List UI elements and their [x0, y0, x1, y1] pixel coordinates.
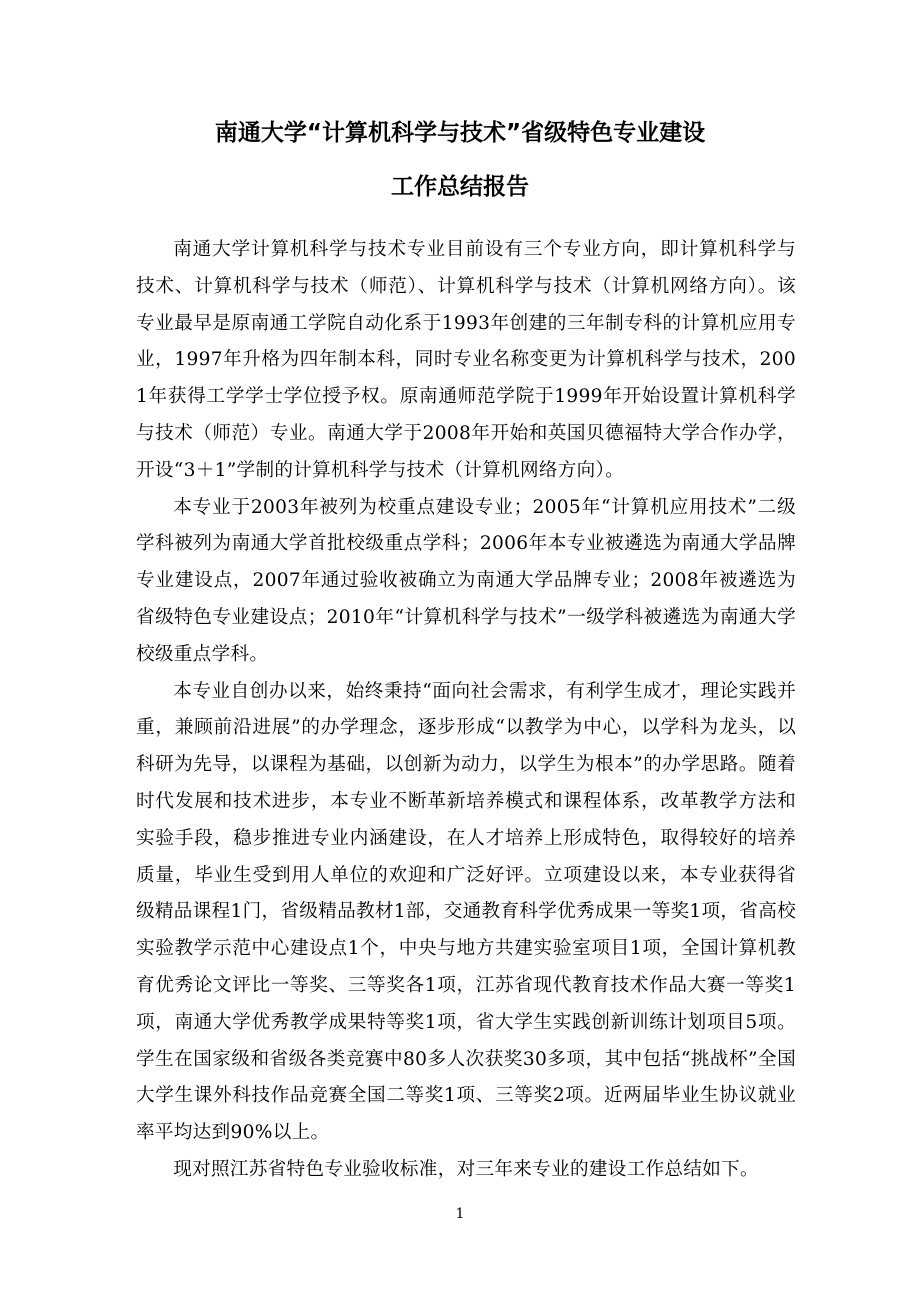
paragraph-achievements: 本专业自创办以来，始终秉持“面向社会需求，有利学生成才，理论实践并重，兼顾前沿进展”的办学理念，逐步形成“以教学为中心，以学科为龙头，以科研为先导，以课程为基础，以创新为动力，以学生为根本”的办学思路。随着时代发展和技术进步，本专业不断革新培养模式和课程体系，改革教学方法和实验手段，稳步推进专业内涵建设，在人才培养上形成特色，取得较好的培养质量，毕业生受到用人单位的欢迎和广泛好评。立项建设以来，本专业获得省级精品课程1门，省级精品教材1部，交通教育科学优秀成果一等奖1项，省高校实验教学示范中心建设点1个，中央与地方共建实验室项目1项，全国计算机教育优秀论文评比一等奖、三等奖各1项，江苏省现代教育技术作品大赛一等奖1项，南通大学优秀教学成果特等奖1项，省大学生实践创新训练计划项目5项。学生在国家级和省级各类竞赛中80多人次获奖30多项，其中包括“挑战杯”全国大学生课外科技作品竞赛全国二等奖1项、三等奖2项。近两届毕业生协议就业率平均达到90%以上。	[136, 680, 796, 1144]
document-body	[136, 232, 796, 1189]
paragraph-summary: 现对照江苏省特色专业验收标准，对三年来专业的建设工作总结如下。	[173, 1158, 759, 1180]
page-number: 1	[455, 1206, 465, 1222]
paragraph-intro: 南通大学计算机科学与技术专业目前设有三个专业方向，即计算机科学与技术、计算机科学与技术（师范）、计算机科学与技术（计算机网络方向）。该专业最早是原南通工学院自动化系于1993年创建的三年制专科的计算机应用专业，1997年升格为四年制本科，同时专业名称变更为计算机科学与技术，2001年获得工学学士学位授予权。原南通师范学院于1999年开始设置计算机科学与技术（师范）专业。南通大学于2008年开始和英国贝德福特大学合作办学，开设“3＋1”学制的计算机科学与技术（计算机网络方向）。	[136, 239, 796, 481]
document-title-line-2: 工作总结报告	[391, 174, 529, 200]
document-title-line-1: 南通大学“计算机科学与技术”省级特色专业建设	[214, 120, 706, 146]
paragraph-history: 本专业于2003年被列为校重点建设专业；2005年“计算机应用技术”二级学科被列为南通大学首批校级重点学科；2006年本专业被遴选为南通大学品牌专业建设点，2007年通过验收被确立为南通大学品牌专业；2008年被遴选为省级特色专业建设点；2010年“计算机科学与技术”一级学科被遴选为南通大学校级重点学科。	[136, 496, 796, 665]
